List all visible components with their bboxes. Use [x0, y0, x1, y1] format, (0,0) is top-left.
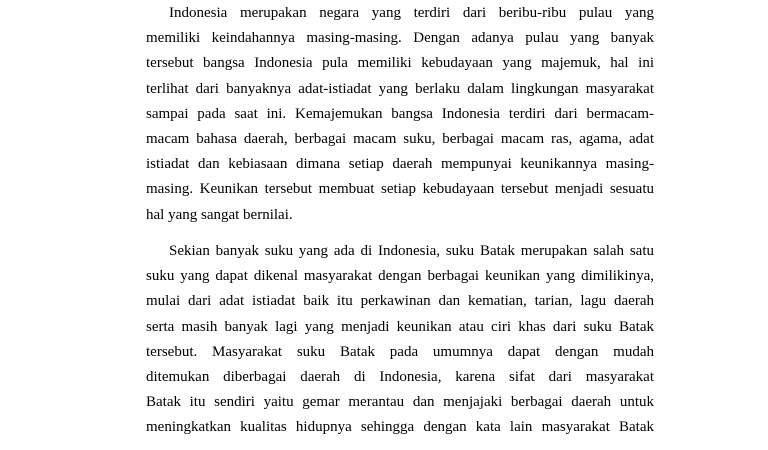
paragraph-line: Sekian banyak suku yang ada di Indonesia, suku Batak merupakan salah satu — [169, 243, 654, 259]
paragraph-line: macam bahasa daerah, berbagai macam suku, berbagai macam ras, agama, adat — [146, 130, 654, 147]
paragraph-line: serta masih banyak lagi yang menjadi keunikan atau ciri khas dari suku Batak — [146, 318, 654, 335]
paragraph-line: hal yang sangat bernilai. — [146, 206, 293, 223]
paragraph-line: mulai dari adat istiadat baik itu perkawinan dan kematian, tarian, lagu daerah — [146, 293, 654, 310]
paragraph-2 — [146, 239, 654, 441]
paragraph-line: memiliki keindahannya masing-masing. Dengan adanya pulau yang banyak — [146, 30, 654, 47]
paragraph-line: tersebut bangsa Indonesia pula memiliki kebudayaan yang majemuk, hal ini — [146, 55, 654, 72]
paragraph-line: Indonesia merupakan negara yang terdiri dari beribu-ribu pulau yang — [169, 5, 654, 21]
paragraph-line: Batak itu sendiri yaitu gemar merantau dan menjajaki berbagai daerah untuk — [146, 394, 654, 411]
paragraph-1 — [146, 1, 654, 228]
paragraph-line: tersebut. Masyarakat suku Batak pada umumnya dapat dengan mudah — [146, 343, 654, 360]
paragraph-line: masing. Keunikan tersebut membuat setiap kebudayaan tersebut menjadi sesuatu — [146, 181, 654, 198]
paragraph-line: ditemukan diberbagai daerah di Indonesia, karena sifat dari masyarakat — [146, 368, 654, 385]
paragraph-line: terlihat dari banyaknya adat-istiadat yang berlaku dalam lingkungan masyarakat — [146, 80, 654, 97]
paragraph-line: meningkatkan kualitas hidupnya sehingga dengan kata lain masyarakat Batak — [146, 419, 654, 436]
paragraph-line: sampai pada saat ini. Kemajemukan bangsa Indonesia terdiri dari bermacam- — [146, 105, 654, 122]
paragraph-line: suku yang dapat dikenal masyarakat dengan berbagai keunikan yang dimilikinya, — [146, 268, 654, 285]
paragraph-line: istiadat dan kebiasaan dimana setiap daerah mempunyai keunikannya masing- — [146, 156, 654, 173]
